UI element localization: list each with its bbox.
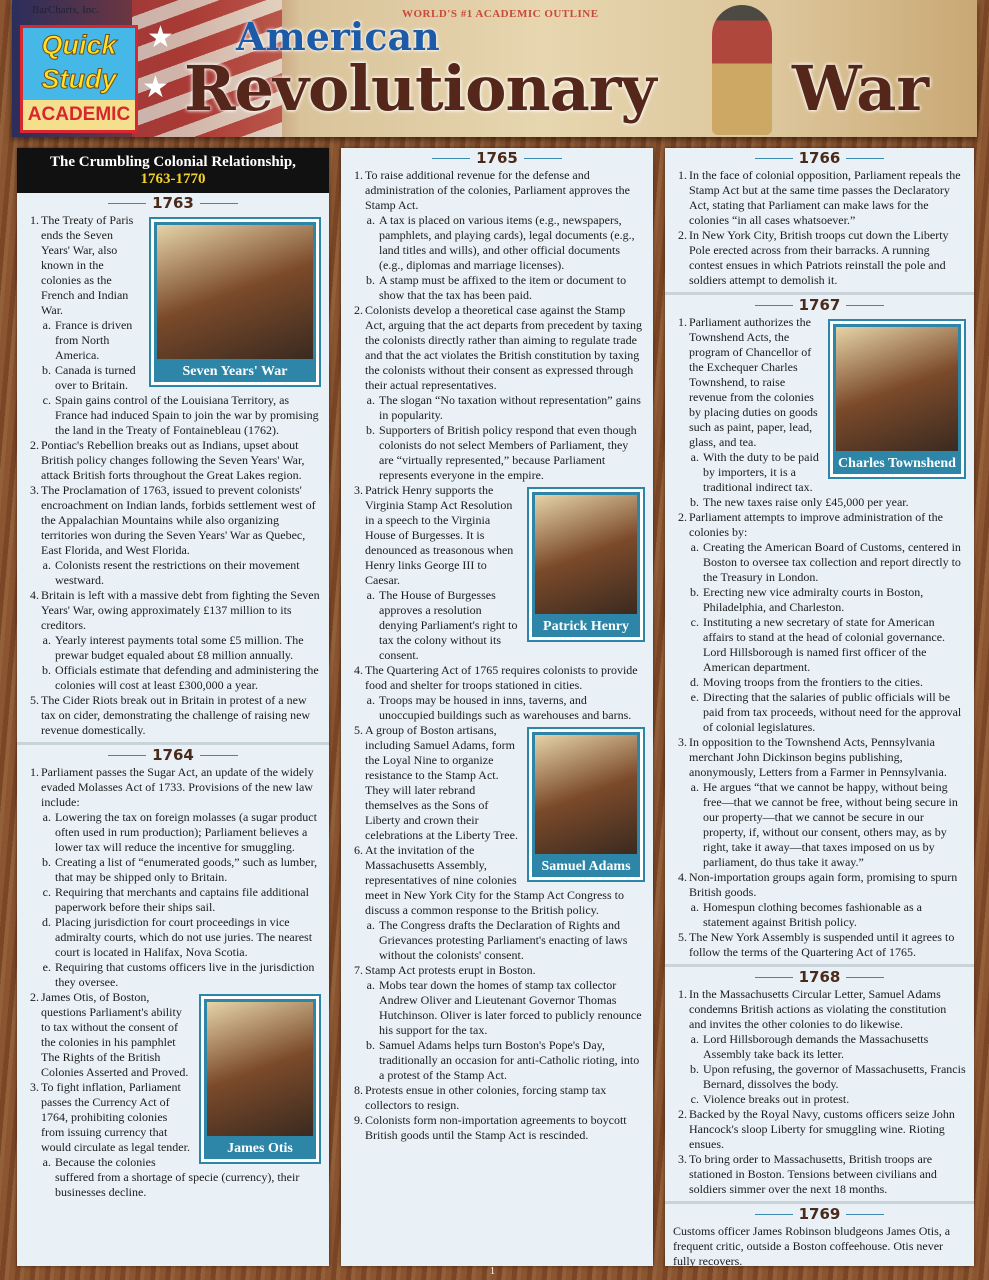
list-item [673, 540, 966, 585]
list-item [25, 855, 321, 885]
logo-text: Quick Study [23, 28, 135, 100]
list-item [673, 735, 966, 780]
list-item [673, 585, 966, 615]
list-item [349, 483, 645, 588]
item-marker: 5. [678, 930, 687, 944]
column-1 [17, 148, 329, 1266]
item-text: At the invitation of the Massachusetts Assembly, representatives of nine colonies meet in New York City for the Stamp Act Congress to discuss a common response to the British policy. [365, 843, 624, 917]
list-item [349, 1038, 645, 1083]
item-text: The Congress drafts the Declaration of Rights and Grievances protesting Parliament's enacting of laws without the colonists' consent. [379, 918, 628, 962]
item-text: Non-importation groups again form, promising to spurn British goods. [689, 870, 958, 899]
list-item [25, 1080, 321, 1155]
list-item [349, 393, 645, 423]
year-heading: 1769 [673, 1204, 966, 1224]
section-banner [17, 148, 329, 193]
item-text: Patrick Henry supports the Virginia Stamp Act Resolution in a speech to the Virginia House of Burgesses. It is denounced as treasonous when Henry links George III to Caesar. [365, 483, 514, 587]
year-heading: 1763 [25, 193, 321, 213]
list-item [673, 930, 966, 960]
item-marker: a. [690, 900, 699, 914]
list-item [673, 1152, 966, 1197]
item-text: Requiring that merchants and captains file additional paperwork before their ships sail. [55, 885, 309, 914]
item-marker: b. [366, 423, 375, 437]
list-item [349, 303, 645, 393]
item-text: Parliament authorizes the Townshend Acts, the program of Chancellor of the Exchequer Charles Townshend, to raise revenue from the colonies by placing duties on goods such as paint, paper, lead, glass, and tea. [689, 315, 818, 449]
list-item [349, 693, 645, 723]
list-item [25, 960, 321, 990]
item-marker: a. [42, 1155, 51, 1169]
list-item [349, 978, 645, 1038]
item-text: With the duty to be paid by importers, it is a traditional indirect tax. [703, 450, 819, 494]
item-marker: 1. [678, 168, 687, 182]
list-item [673, 1107, 966, 1152]
list-item [673, 780, 966, 870]
item-marker: c. [690, 1092, 699, 1106]
item-marker: 5. [354, 723, 363, 737]
item-text: Moving troops from the frontiers to the cities. [703, 675, 923, 689]
item-text: Erecting new vice admiralty courts in Boston, Philadelphia, and Charleston. [703, 585, 924, 614]
item-text: Creating the American Board of Customs, centered in Boston to oversee tax collection and report directly to the Treasury in London. [703, 540, 961, 584]
list-item [25, 663, 321, 693]
item-text: Colonists resent the restrictions on their movement westward. [55, 558, 300, 587]
figure-caption: Charles Townshend [833, 454, 961, 474]
list-item [673, 168, 966, 228]
item-marker: a. [690, 780, 699, 794]
publisher: BarCharts, Inc. [32, 4, 99, 16]
list-item [673, 510, 966, 540]
section-1765 [341, 148, 653, 1147]
title-line-3: War [792, 52, 930, 125]
item-marker: 1. [354, 168, 363, 182]
item-marker: b. [366, 273, 375, 287]
list-item [25, 810, 321, 855]
item-text: Samuel Adams helps turn Boston's Pope's Day, traditionally an occasion for anti-Catholic rioting, into a protest of the Stamp Act. [379, 1038, 640, 1082]
list-item [349, 663, 645, 693]
list-item [25, 363, 321, 393]
list-item [673, 1092, 966, 1107]
section-1769 [665, 1201, 974, 1273]
item-marker: a. [366, 213, 375, 227]
list-item [25, 588, 321, 633]
item-marker: 7. [354, 963, 363, 977]
item-marker: a. [366, 588, 375, 602]
item-text: The new taxes raise only £45,000 per year. [703, 495, 909, 509]
item-marker: 9. [354, 1113, 363, 1127]
title-line-1: American [236, 14, 440, 59]
list-item [673, 987, 966, 1032]
year-heading: 1765 [349, 148, 645, 168]
item-marker: 2. [678, 1107, 687, 1121]
list-item [25, 765, 321, 810]
item-marker: a. [366, 393, 375, 407]
figure-caption: Seven Years' War [154, 362, 316, 382]
item-text: Troops may be housed in inns, taverns, and unoccupied buildings such as warehouses and barns. [379, 693, 632, 722]
item-text: Britain is left with a massive debt from fighting the Seven Years' War, owing approximately £137 million to its creditors. [41, 588, 320, 632]
list-item [349, 1113, 645, 1143]
item-marker: 5. [30, 693, 39, 707]
item-marker: c. [690, 615, 699, 629]
item-text: Colonists develop a theoretical case against the Stamp Act, arguing that the act departs from precedent by taxing the colonists directly rather than aiming to regulate trade and that the act violates the British constitution by taxing the colonists without their consent as expressed through their actual representatives. [365, 303, 643, 392]
item-text: In the Massachusetts Circular Letter, Samuel Adams condemns British actions as violating the constitution and invites the other colonies to do likewise. [689, 987, 947, 1031]
item-marker: 3. [30, 483, 39, 497]
item-marker: a. [366, 693, 375, 707]
item-text: Lord Hillsborough demands the Massachusetts Assembly take back its letter. [703, 1032, 929, 1061]
item-text: James Otis, of Boston, questions Parliament's ability to tax without the consent of the colonies in his pamphlet The Rights of the British Colonies Asserted and Proved. [41, 990, 189, 1079]
item-text: Yearly interest payments total some £5 million. The prewar budget equaled about £8 million annually. [55, 633, 304, 662]
item-text: The Quartering Act of 1765 requires colonists to provide food and shelter for troops stationed in cities. [365, 663, 638, 692]
star-icon: ★ [142, 71, 169, 104]
item-text: Homespun clothing becomes fashionable as a statement against British policy. [703, 900, 922, 929]
tagline: WORLD'S #1 ACADEMIC OUTLINE [402, 8, 599, 20]
item-text: Colonists form non-importation agreements to boycott British goods until the Stamp Act is rescinded. [365, 1113, 627, 1142]
item-text: A tax is placed on various items (e.g., newspapers, pamphlets, and playing cards), legal documents (e.g., land titles and wills), and other official documents (e.g., diplomas and marriage licenses). [379, 213, 635, 272]
section-1766 [665, 148, 974, 292]
item-text: Requiring that customs officers live in the jurisdiction they oversee. [55, 960, 315, 989]
item-text: The slogan “No taxation without representation” gains in popularity. [379, 393, 641, 422]
item-text: Upon refusing, the governor of Massachusetts, Francis Bernard, dissolves the body. [703, 1062, 966, 1091]
list-item [25, 693, 321, 738]
item-marker: 2. [354, 303, 363, 317]
list-item [673, 1224, 966, 1269]
item-marker: d. [42, 915, 51, 929]
item-text: The New York Assembly is suspended until it agrees to follow the terms of the Quartering Act of 1765. [689, 930, 955, 959]
list-item [25, 633, 321, 663]
item-marker: 2. [678, 510, 687, 524]
list-item [673, 315, 966, 450]
item-marker: b. [690, 495, 699, 509]
item-text: Supporters of British policy respond that even though colonists do not select Members of Parliament, they are “virtually represented,” because Parliament represents everyone in the empire. [379, 423, 637, 482]
item-marker: 8. [354, 1083, 363, 1097]
item-text: Mobs tear down the homes of stamp tax collector Andrew Oliver and Lieutenant Governor Thomas Hutchinson. Oliver is later forced to publicly renounce his support for the tax. [379, 978, 642, 1037]
item-text: Creating a list of “enumerated goods,” such as lumber, that may be shipped only to Britain. [55, 855, 318, 884]
item-text: In opposition to the Townshend Acts, Pennsylvania merchant John Dickinson begins publishing, anonymously, Letters from a Farmer in Pennsylvania. [689, 735, 947, 779]
item-marker: b. [690, 585, 699, 599]
item-text: In New York City, British troops cut down the Liberty Pole erected across from their barracks. A running contest ensues in which Patriots reinstall the pole and soldiers attempt to demolish it. [689, 228, 949, 287]
item-marker: b. [366, 1038, 375, 1052]
item-marker: 3. [354, 483, 363, 497]
item-text: Stamp Act protests erupt in Boston. [365, 963, 536, 977]
item-text: In the face of colonial opposition, Parliament repeals the Stamp Act but at the same time passes the Declaratory Act, stating that Parliament can make laws for the colonies “in all cases whatsoever.” [689, 168, 961, 227]
item-marker: 4. [678, 870, 687, 884]
title-line-2: Revolutionary [184, 52, 656, 125]
item-text: Backed by the Royal Navy, customs officers seize John Hancock's sloop Liberty for smuggling wine. Rioting ensues. [689, 1107, 955, 1151]
item-marker: a. [42, 633, 51, 647]
item-marker: a. [366, 978, 375, 992]
list-item [673, 900, 966, 930]
list-item [25, 438, 321, 483]
item-marker: a. [42, 810, 51, 824]
list-item [25, 318, 321, 363]
item-marker: 1. [30, 765, 39, 779]
item-text: Pontiac's Rebellion breaks out as Indians, upset about British policy changes following the Seven Years' War, attack British forts throughout the Great Lakes region. [41, 438, 305, 482]
item-text: Officials estimate that defending and administering the colonies will cost at least £300,000 a year. [55, 663, 319, 692]
list-item [673, 1032, 966, 1062]
item-marker: 1. [30, 213, 39, 227]
title-header [12, 0, 977, 137]
year-heading: 1764 [25, 745, 321, 765]
figure-caption: Patrick Henry [532, 617, 640, 637]
year-heading: 1768 [673, 967, 966, 987]
year-heading: 1767 [673, 295, 966, 315]
item-marker: 1. [678, 315, 687, 329]
list-item [25, 483, 321, 558]
item-marker: 3. [678, 735, 687, 749]
list-item [349, 1083, 645, 1113]
section-1764 [17, 742, 329, 1204]
item-text: Because the colonies suffered from a shortage of specie (currency), their businesses decline. [55, 1155, 300, 1199]
item-marker: 3. [30, 1080, 39, 1094]
item-marker: 2. [30, 438, 39, 452]
list-item [349, 213, 645, 273]
item-marker: e. [690, 690, 699, 704]
item-text: Spain gains control of the Louisiana Territory, as France had induced Spain to join the war by promising the land in the Treaty of Fontainebleau (1762). [55, 393, 319, 437]
list-item [349, 843, 645, 918]
list-item [25, 1155, 321, 1200]
item-text: Canada is turned over to Britain. [55, 363, 136, 392]
item-text: Placing jurisdiction for court proceedings in vice admiralty courts, which do not use juries. The nearest court is located in Halifax, Nova Scotia. [55, 915, 313, 959]
page-number: 1 [490, 1266, 495, 1277]
item-text: Parliament passes the Sugar Act, an update of the widely evaded Molasses Act of 1733. Provisions of the new law include: [41, 765, 314, 809]
item-text: The Proclamation of 1763, issued to prevent colonists' encroachment on Indian lands, forbids settlement west of the Appalachian Mountains while also organizing territories won during the Seven Years' War as Quebec, East Florida, and West Florida. [41, 483, 316, 557]
list-item [349, 723, 645, 843]
list-item [673, 450, 966, 495]
list-item [673, 1062, 966, 1092]
section-1763 [17, 193, 329, 742]
list-item [673, 495, 966, 510]
item-marker: c. [42, 393, 51, 407]
item-text: Violence breaks out in protest. [703, 1092, 850, 1106]
item-text: The Cider Riots break out in Britain in protest of a new tax on cider, demonstrating the challenge of raising new revenue domestically. [41, 693, 311, 737]
item-text: The Treaty of Paris ends the Seven Years' War, also known in the colonies as the French and Indian War. [41, 213, 134, 317]
list-item [349, 918, 645, 963]
soldier-image [712, 5, 772, 135]
item-text: Lowering the tax on foreign molasses (a sugar product often used in rum production); Parliament believes a lower tax will reduce the incentive for smuggling. [55, 810, 317, 854]
list-item [673, 228, 966, 288]
list-item [25, 990, 321, 1080]
item-text: The House of Burgesses approves a resolution denying Parliament's right to tax the colony without its consent. [379, 588, 518, 662]
item-text: Customs officer James Robinson bludgeons James Otis, a frequent critic, outside a Boston coffeehouse. Otis never fully recovers. [673, 1224, 951, 1268]
list-item [349, 423, 645, 483]
item-marker: a. [690, 450, 699, 464]
item-marker: b. [42, 363, 51, 377]
quickstudy-logo [20, 25, 138, 133]
year-heading: 1766 [673, 148, 966, 168]
section-1768 [665, 964, 974, 1201]
item-text: France is driven from North America. [55, 318, 133, 362]
banner-years: 1763-1770 [140, 171, 206, 187]
figure-caption: Samuel Adams [532, 857, 640, 877]
item-marker: a. [366, 918, 375, 932]
item-text: To raise additional revenue for the defense and administration of the colonies, Parliament approves the Stamp Act. [365, 168, 630, 212]
list-item [673, 675, 966, 690]
item-marker: a. [42, 318, 51, 332]
item-text: Instituting a new secretary of state for American affairs to stand at the head of colonial governance. Lord Hillsborough is named first officer of the American department. [703, 615, 946, 674]
logo-subtext: ACADEMIC [23, 100, 135, 130]
item-marker: 1. [678, 987, 687, 1001]
item-marker: 6. [354, 843, 363, 857]
item-text: A stamp must be affixed to the item or document to show that the tax has been paid. [379, 273, 627, 302]
item-marker: a. [690, 540, 699, 554]
column-3 [665, 148, 974, 1266]
item-text: Protests ensue in other colonies, forcing stamp tax collectors to resign. [365, 1083, 607, 1112]
item-text: Parliament attempts to improve administration of the colonies by: [689, 510, 943, 539]
item-text: A group of Boston artisans, including Samuel Adams, form the Loyal Nine to organize resistance to the Stamp Act. They will later rebrand themselves as the Sons of Liberty and crown their celebrations at the Liberty Tree. [365, 723, 518, 842]
list-item [349, 588, 645, 663]
item-marker: 2. [30, 990, 39, 1004]
item-marker: e. [42, 960, 51, 974]
item-marker: a. [690, 1032, 699, 1046]
item-marker: 4. [30, 588, 39, 602]
item-marker: 4. [354, 663, 363, 677]
list-item [25, 885, 321, 915]
item-marker: a. [42, 558, 51, 572]
item-marker: d. [690, 675, 699, 689]
item-marker: b. [42, 663, 51, 677]
item-marker: 2. [678, 228, 687, 242]
list-item [349, 963, 645, 978]
list-item [25, 213, 321, 318]
column-2 [341, 148, 653, 1266]
item-text: To fight inflation, Parliament passes the Currency Act of 1764, prohibiting colonies from issuing currency that would circulate as legal tender. [41, 1080, 190, 1154]
item-marker: c. [42, 885, 51, 899]
list-item [673, 690, 966, 735]
list-item [349, 273, 645, 303]
figure-caption: James Otis [204, 1139, 316, 1159]
list-item [25, 558, 321, 588]
item-marker: b. [690, 1062, 699, 1076]
item-marker: 3. [678, 1152, 687, 1166]
star-icon: ★ [147, 21, 174, 54]
item-marker: b. [42, 855, 51, 869]
item-text: Directing that the salaries of public officials will be paid from tax proceeds, without need for the approval of colonial legislatures. [703, 690, 962, 734]
list-item [25, 393, 321, 438]
banner-title: The Crumbling Colonial Relationship, [50, 154, 296, 170]
item-text: He argues “that we cannot be happy, without being free—that we cannot be free, without being secure in our property—that we cannot be secure in our property, if, without our consent, others may, as by right, take it away—that taxes imposed on us by parliament, do thus take it away.” [703, 780, 958, 869]
list-item [25, 915, 321, 960]
list-item [349, 168, 645, 213]
list-item [673, 615, 966, 675]
list-item [673, 870, 966, 900]
section-1767 [665, 292, 974, 964]
item-text: To bring order to Massachusetts, British troops are stationed in Boston. Tensions between civilians and soldiers simmer over the next 18 months. [689, 1152, 937, 1196]
